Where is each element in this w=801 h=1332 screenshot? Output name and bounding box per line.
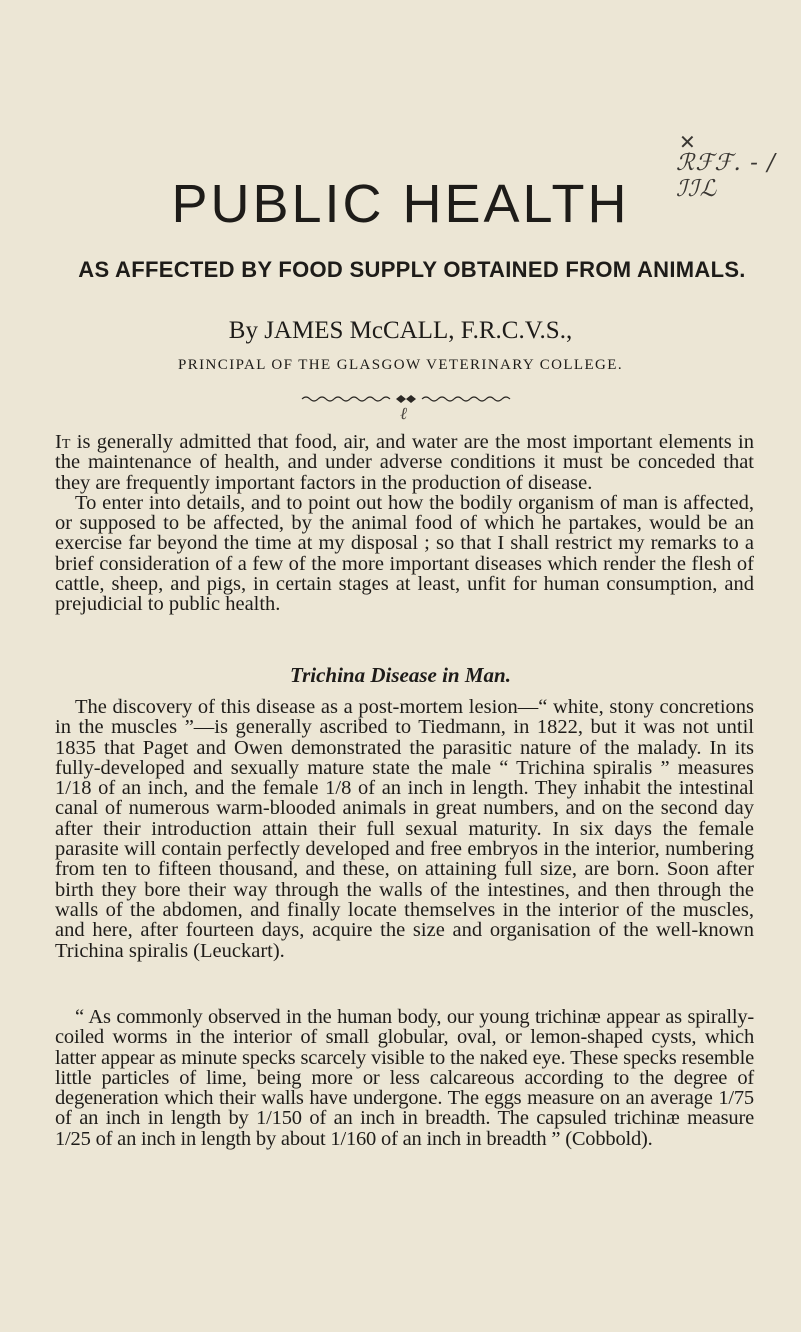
handwritten-shelfmark: ℛℱℱ. - /ℐℐℒ bbox=[676, 150, 776, 202]
quotation-text bbox=[55, 1007, 754, 1149]
author-affiliation: PRINCIPAL OF THE GLASGOW VETERINARY COLLEGE. bbox=[178, 357, 623, 373]
intro-paragraph-1-text: is generally admitted that food, air, and water are the most important elements in the maintenance of health, and under adverse conditions it must be conceded that they are frequently important factors in the production of disease. bbox=[55, 431, 754, 494]
handwritten-mark: ✕ bbox=[679, 130, 696, 154]
author-byline: By JAMES McCALL, F.R.C.V.S., bbox=[228, 317, 573, 344]
section-text bbox=[55, 697, 754, 961]
ornamental-divider bbox=[300, 393, 515, 405]
section-paragraph-1: The discovery of this disease as a post-mortem lesion—“ white, stony concretions in the muscles ”—is generally ascribed to Tiedmann, in 1822, but it was not until 1835 that Paget and Owen demonstrated the parasitic nature of the malady. In its fully-developed and sexually mature state the male “ Trichina spiralis ” measures 1/18 of an inch, and the female 1/8 of an inch in length. They inhabit the intestinal canal of numerous warm-blooded animals in great numbers, and on the second day after their introduction attain their full sexual maturity. In six days the female parasite will contain perfectly developed and free embryos in the interior, numbering from ten to fifteen thousand, and these, on attaining full size, are born. Soon after birth they bore their way through the walls of the intestines, and then through the walls of the abdomen, and finally locate themselves in the interior of the muscles, and here, after fourteen days, acquire the size and organisation of the well-known Trichina spiralis (Leuckart). bbox=[55, 696, 754, 962]
page-subtitle: AS AFFECTED BY FOOD SUPPLY OBTAINED FROM ANIMALS. bbox=[78, 257, 746, 282]
handwritten-margin-note: ℓ bbox=[400, 404, 408, 424]
intro-lead-word: It bbox=[55, 431, 71, 453]
intro-paragraph-1 bbox=[55, 432, 754, 493]
intro-paragraph-2: To enter into details, and to point out how the bodily organism of man is affected, or supposed to be affected, by the animal food of which he partakes, would be an exercise far beyond the time at my disposal ; so that I shall restrict my remarks to a brief consideration of a few of the more important diseases which render the flesh of cattle, sheep, and pigs, in certain stages at least, unfit for human consumption, and prejudicial to public health. bbox=[55, 491, 754, 616]
section-paragraph-2: “ As commonly observed in the human body, our young trichinæ appear as spirally-coiled worms in the interior of small globular, oval, or lemon-shaped cysts, which latter appear as minute specks scarcely visible to the naked eye. These specks resemble little particles of lime, being more or less calcareous according to the degree of degeneration which their walls have undergone. The eggs measure on an average 1/75 of an inch in length by 1/150 of an inch in breadth. The capsuled trichinæ measure 1/25 of an inch in length by about 1/160 of an inch in breadth ” (Cobbold). bbox=[55, 1006, 754, 1150]
page-title: PUBLIC HEALTH bbox=[171, 174, 630, 234]
section-heading: Trichina Disease in Man. bbox=[290, 663, 511, 687]
intro-text bbox=[55, 432, 754, 615]
